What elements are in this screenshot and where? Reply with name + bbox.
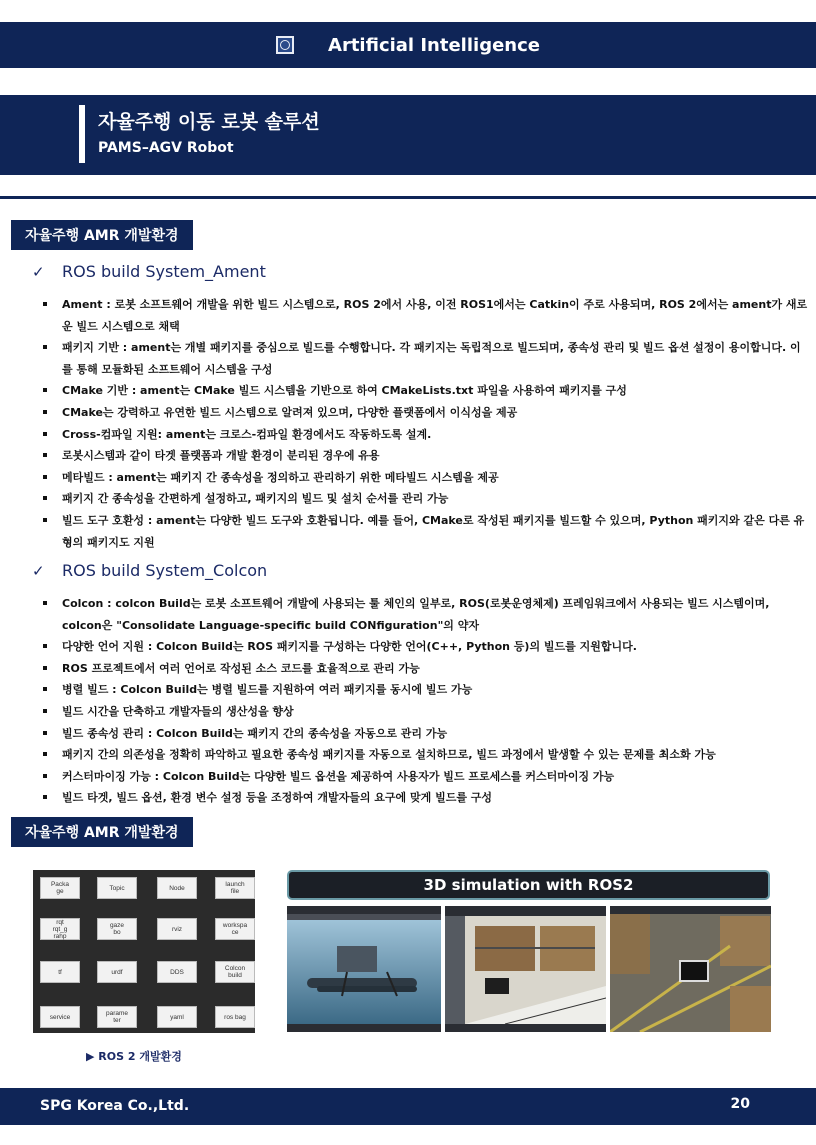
simulation-screenshot-agv [610,906,771,1032]
list-item: 패키지 간 종속성을 간편하게 설정하고, 패키지의 빌드 및 설치 순서를 관리 가능 [38,488,808,510]
list-item: Colcon : colcon Build는 로봇 소프트웨어 개발에 사용되는 툴 체인의 일부로, ROS(로봇운영체제) 프레임워크에서 사용되는 빌드 시스템이며, colcon은 "Consolidate Language-specific build CONfiguration"의 약자 [38,593,808,636]
list-item: Ament : 로봇 소프트웨어 개발을 위한 빌드 시스템으로, ROS 2에서 사용, 이전 ROS1에서는 Catkin이 주로 사용되며, ROS 2에서는 ament가 새로운 빌드 시스템으로 채택 [38,294,808,337]
ros2-tile: ros bag [215,1006,255,1028]
footer [0,1088,816,1125]
ros2-tile: service [40,1006,80,1028]
page-number: 20 [730,1096,750,1112]
list-item: ROS 프로젝트에서 여러 언어로 작성된 소스 코드를 효율적으로 관리 가능 [38,658,808,680]
colcon-heading [32,561,267,580]
ros2-tile: Node [157,877,197,899]
list-item: CMake는 강력하고 유연한 빌드 시스템으로 알려져 있으며, 다양한 플랫폼에서 이식성을 제공 [38,402,808,424]
ros2-tile: parame ter [97,1006,137,1028]
hero-subtitle: PAMS–AGV Robot [98,140,234,156]
colcon-list [38,593,808,809]
check-icon: ✓ [32,262,45,281]
ros2-tile: DDS [157,961,197,983]
section-heading-1: 자율주행 AMR 개발환경 [11,220,193,250]
list-item: 패키지 기반 : ament는 개별 패키지를 중심으로 빌드를 수행합니다. 각 패키지는 독립적으로 빌드되며, 종속성 관리 및 빌드 옵션 설정이 용이합니다. 이를 통해 모듈화된 소프트웨어 시스템을 구성 [38,337,808,380]
header-bar [0,22,816,68]
check-icon: ✓ [32,561,45,580]
section-heading-2: 자율주행 AMR 개발환경 [11,817,193,847]
ament-list [38,294,808,553]
list-item: Cross-컴파일 지원: ament는 크로스-컴파일 환경에서도 작동하도록 설계. [38,424,808,446]
ament-title: ROS build System_Ament [62,262,266,281]
list-item: 병렬 빌드 : Colcon Build는 병렬 빌드를 지원하여 여러 패키지를 동시에 빌드 가능 [38,679,808,701]
hero-banner [0,95,816,175]
colcon-title: ROS build System_Colcon [62,561,268,580]
ros2-environment-diagram [33,870,255,1033]
list-item: 빌드 도구 호환성 : ament는 다양한 빌드 도구와 호환됩니다. 예를 들어, CMake로 작성된 패키지를 빌드할 수 있으며, Python 패키지와 같은 다른 유형의 패키지도 지원 [38,510,808,553]
divider [0,196,816,199]
list-item: 패키지 간의 의존성을 정확히 파악하고 필요한 종속성 패키지를 자동으로 설치하므로, 빌드 과정에서 발생할 수 있는 문제를 최소화 가능 [38,744,808,766]
list-item: 메타빌드 : ament는 패키지 간 종속성을 정의하고 관리하기 위한 메타빌드 시스템을 제공 [38,467,808,489]
list-item: 빌드 종속성 관리 : Colcon Build는 패키지 간의 종속성을 자동으로 관리 가능 [38,723,808,745]
list-item: 다양한 언어 지원 : Colcon Build는 ROS 패키지를 구성하는 다양한 언어(C++, Python 등)의 빌드를 지원합니다. [38,636,808,658]
ros2-tile: Packa ge [40,877,80,899]
list-item: 빌드 타겟, 빌드 옵션, 환경 변수 설정 등을 조정하여 개발자들의 요구에 맞게 빌드를 구성 [38,787,808,809]
ros2-tile: rviz [157,918,197,940]
simulation-screenshot-warehouse [445,906,606,1032]
logo-icon [276,36,294,54]
list-item: CMake 기반 : ament는 CMake 빌드 시스템을 기반으로 하여 CMakeLists.txt 파일을 사용하여 패키지를 구성 [38,380,808,402]
hero-title: 자율주행 이동 로봇 솔루션 [98,111,320,133]
ros2-tile: Topic [97,877,137,899]
company-name: SPG Korea Co.,Ltd. [40,1098,190,1114]
header-title: Artificial Intelligence [328,34,540,56]
ament-heading [32,262,266,281]
ros2-tile: Colcon build [215,961,255,983]
ros2-tile: launch file [215,877,255,899]
ros2-tile: gaze bo [97,918,137,940]
ros2-caption: ▶ ROS 2 개발환경 [86,1050,182,1063]
ros2-tile: yaml [157,1006,197,1028]
ros2-tile: rqt rqt_g rahp [40,918,80,940]
simulation-screenshot-boat [287,906,441,1032]
list-item: 로봇시스템과 같이 타겟 플랫폼과 개발 환경이 분리된 경우에 유용 [38,445,808,467]
ros2-tile: workspa ce [215,918,255,940]
ros2-tile: urdf [97,961,137,983]
list-item: 커스터마이징 가능 : Colcon Build는 다양한 빌드 옵션을 제공하여 사용자가 빌드 프로세스를 커스터마이징 가능 [38,766,808,788]
hero-accent-bar [79,105,85,163]
list-item: 빌드 시간을 단축하고 개발자들의 생산성을 향상 [38,701,808,723]
ros2-tile: tf [40,961,80,983]
simulation-title: 3D simulation with ROS2 [287,870,770,900]
